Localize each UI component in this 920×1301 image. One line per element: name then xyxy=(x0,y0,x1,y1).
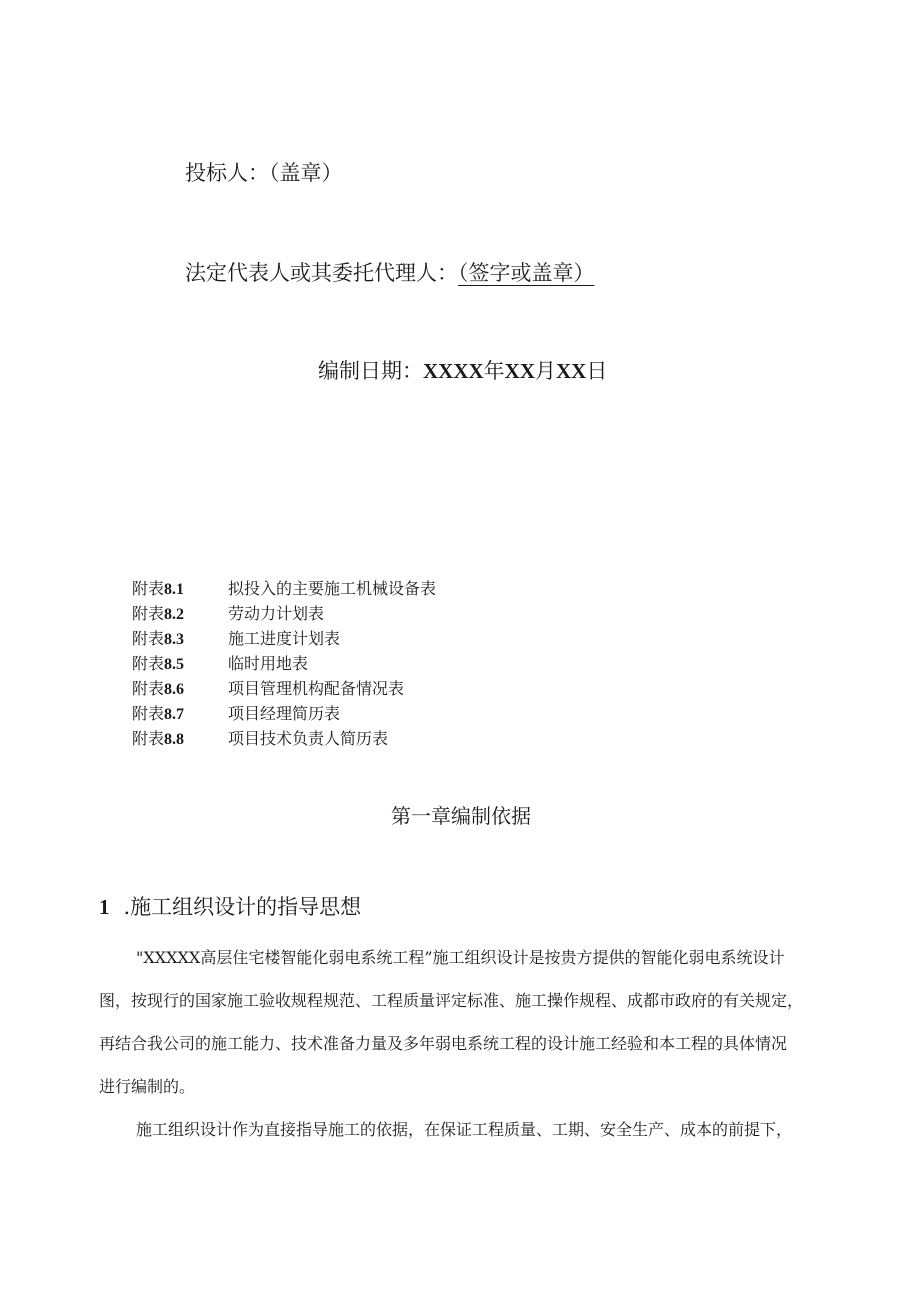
annex-item xyxy=(132,626,340,649)
chapter-title: 第一章编制依据 xyxy=(391,804,531,828)
annex-number: 8.3 xyxy=(164,631,185,648)
date-year-unit: 年 xyxy=(483,359,505,383)
annex-title: 项目经理简历表 xyxy=(228,704,341,723)
annex-title: 临时用地表 xyxy=(228,654,309,673)
annex-item xyxy=(132,701,340,724)
annex-prefix: 附表 xyxy=(132,729,165,748)
date-month-unit: 月 xyxy=(535,359,557,383)
annex-title: 拟投入的主要施工机械设备表 xyxy=(228,579,437,598)
annex-number: 8.5 xyxy=(164,656,185,673)
paragraph-line: 再结合我公司的施工能力、技术准备力量及多年弱电系统工程的设计施工经验和本工程的具体情况 xyxy=(99,1034,788,1053)
date-label: 编制日期： xyxy=(318,359,423,383)
representative-signature-placeholder: （签字或盖章） xyxy=(458,261,595,285)
annex-number: 8.6 xyxy=(164,681,185,698)
date-month: XX xyxy=(504,359,536,383)
annex-number: 8.7 xyxy=(164,706,185,723)
bidder-label: 投标人： xyxy=(185,161,269,185)
paragraph-line: 图，按现行的国家施工验收规程规范、工程质量评定标准、施工操作规程、成都市政府的有关规定， xyxy=(99,991,804,1010)
date-year: XXXX xyxy=(423,359,484,383)
annex-prefix: 附表 xyxy=(132,704,165,723)
annex-item xyxy=(132,576,436,599)
section-heading xyxy=(99,891,361,921)
bidder-seal-placeholder: （盖章） xyxy=(269,161,343,185)
annex-item xyxy=(132,601,324,624)
annex-title: 项目技术负责人简历表 xyxy=(228,729,389,748)
annex-title: 项目管理机构配备情况表 xyxy=(228,679,405,698)
section-number: 1 xyxy=(99,895,110,919)
date-day-unit: 日 xyxy=(586,359,608,383)
annex-title: 劳动力计划表 xyxy=(228,604,325,623)
paragraph xyxy=(136,1117,792,1140)
annex-prefix: 附表 xyxy=(132,679,165,698)
date-day: XX xyxy=(556,359,587,383)
annex-title: 施工进度计划表 xyxy=(228,629,341,648)
representative-line xyxy=(185,257,595,287)
section-title: .施工组织设计的指导思想 xyxy=(123,895,362,919)
annex-item xyxy=(132,676,404,699)
annex-number: 8.2 xyxy=(164,606,185,623)
annex-prefix: 附表 xyxy=(132,579,165,598)
annex-number: 8.8 xyxy=(164,731,185,748)
paragraph-line: 施工组织设计作为直接指导施工的依据，在保证工程质量、工期、安全生产、成本的前提下， xyxy=(136,1120,793,1139)
bidder-line xyxy=(185,157,343,187)
paragraph-line: "XXXXX高层住宅楼智能化弱电系统工程”施工组织设计是按贵方提供的智能化弱电系统设计 xyxy=(136,948,785,967)
paragraph-line: 进行编制的。 xyxy=(99,1077,196,1096)
annex-prefix: 附表 xyxy=(132,604,165,623)
compile-date xyxy=(318,355,607,385)
annex-number: 8.1 xyxy=(164,581,185,598)
annex-item xyxy=(132,651,308,674)
annex-prefix: 附表 xyxy=(132,654,165,673)
representative-label: 法定代表人或其委托代理人： xyxy=(185,261,458,285)
annex-item xyxy=(132,726,388,749)
annex-prefix: 附表 xyxy=(132,629,165,648)
